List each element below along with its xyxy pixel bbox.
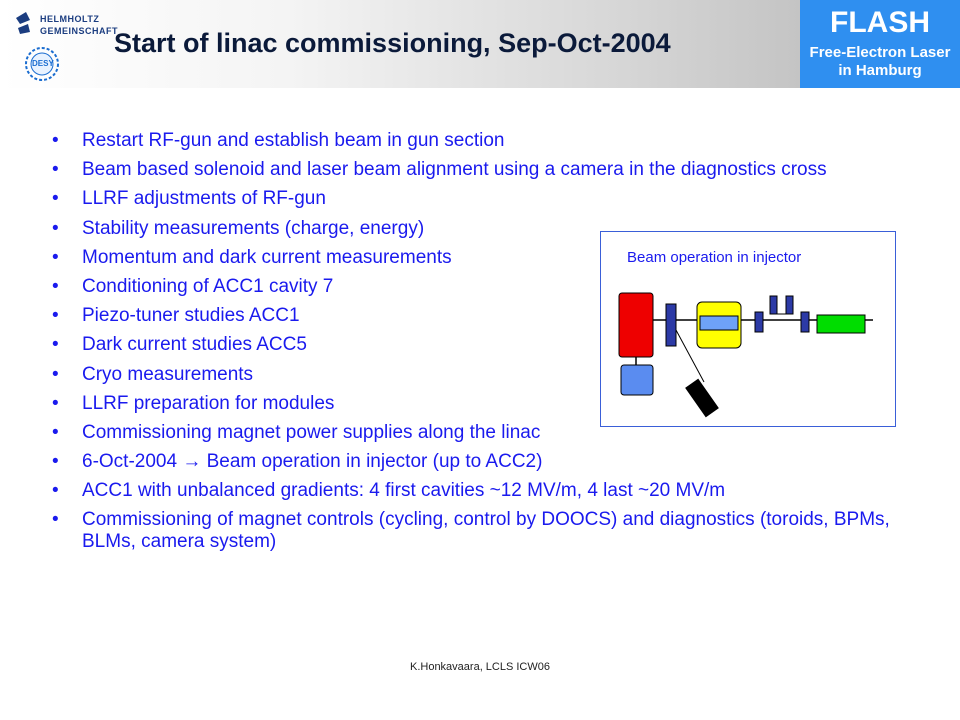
bullet-text: Commissioning magnet power supplies along the linac	[82, 421, 541, 443]
dipole-2	[786, 296, 793, 314]
bullet-text: Stability measurements (charge, energy)	[82, 217, 425, 239]
bullet-item	[52, 480, 932, 502]
bullet-text: Conditioning of ACC1 cavity 7	[82, 275, 334, 297]
bullet-dot: •	[52, 392, 59, 414]
bullet-dot: •	[52, 188, 59, 210]
camera-black	[685, 379, 719, 418]
bullet-text: Piezo-tuner studies ACC1	[82, 305, 300, 327]
bullet-item	[52, 188, 932, 210]
desy-logo-text: DESY	[32, 59, 54, 68]
bullet-item	[52, 130, 932, 152]
bullet-dot: •	[52, 130, 59, 151]
bullet-text: Restart RF-gun and establish beam in gun section	[82, 130, 505, 151]
quad-1	[755, 312, 763, 332]
logo-text-gemeinschaft: GEMEINSCHAFT	[40, 26, 118, 36]
solenoid-bar	[666, 304, 676, 346]
slide-footer: K.Honkavaara, LCLS ICW06	[409, 661, 550, 673]
bullet-text: LLRF preparation for modules	[82, 392, 335, 414]
bullet-dot: •	[52, 159, 59, 181]
logo-text-helmholtz: HELMHOLTZ	[40, 14, 100, 24]
bullet-item	[52, 451, 932, 473]
bullet-text: Beam based solenoid and laser beam alignment using a camera in the diagnostics cross	[82, 159, 827, 181]
flash-subtitle-2: in Hamburg	[838, 62, 922, 79]
bullet-dot: •	[52, 480, 59, 502]
bullet-dot: •	[52, 305, 59, 327]
bullet-text: Commissioning of magnet controls (cycling, control by DOOCS) and diagnostics (toroids, BPMs, BLMs, camera system)	[82, 509, 890, 553]
bullet-item	[52, 509, 932, 553]
flash-title: FLASH	[830, 6, 930, 39]
bullet-text: Dark current studies ACC5	[82, 334, 307, 356]
laser-blue-box	[621, 365, 653, 395]
quad-2	[801, 312, 809, 332]
bullet-text: LLRF adjustments of RF-gun	[82, 188, 326, 210]
slide-header	[0, 0, 960, 88]
slide-title: Start of linac commissioning, Sep-Oct-2004	[114, 28, 671, 58]
diagram-title: Beam operation in injector	[627, 249, 802, 266]
dipole-1	[770, 296, 777, 314]
bullet-dot: •	[52, 509, 59, 531]
injector-diagram	[600, 231, 896, 427]
bullet-dot: •	[52, 421, 59, 443]
bullet-text: Cryo measurements	[82, 363, 254, 385]
bullet-text: ACC1 with unbalanced gradients: 4 first cavities ~12 MV/m, 4 last ~20 MV/m	[82, 480, 726, 502]
acc1-inner-blue	[700, 316, 738, 330]
bullet-dot: •	[52, 217, 59, 239]
flash-logo-box	[800, 0, 960, 88]
helmholtz-desy-logo	[12, 6, 118, 86]
bullet-dot: •	[52, 363, 59, 385]
bullet-item	[52, 159, 932, 181]
bullet-dot: •	[52, 275, 59, 297]
bullet-dot: •	[52, 451, 59, 473]
bullet-dot: •	[52, 334, 59, 356]
injector-schematic	[601, 232, 897, 428]
rf-gun-red	[619, 293, 653, 357]
acc2-green	[817, 315, 865, 333]
flash-subtitle-1: Free-Electron Laser	[809, 44, 951, 61]
bullet-dot: •	[52, 246, 59, 268]
bullet-text: 6-Oct-2004 → Beam operation in injector (up to ACC2)	[82, 451, 543, 473]
bullet-text: Momentum and dark current measurements	[82, 246, 452, 268]
